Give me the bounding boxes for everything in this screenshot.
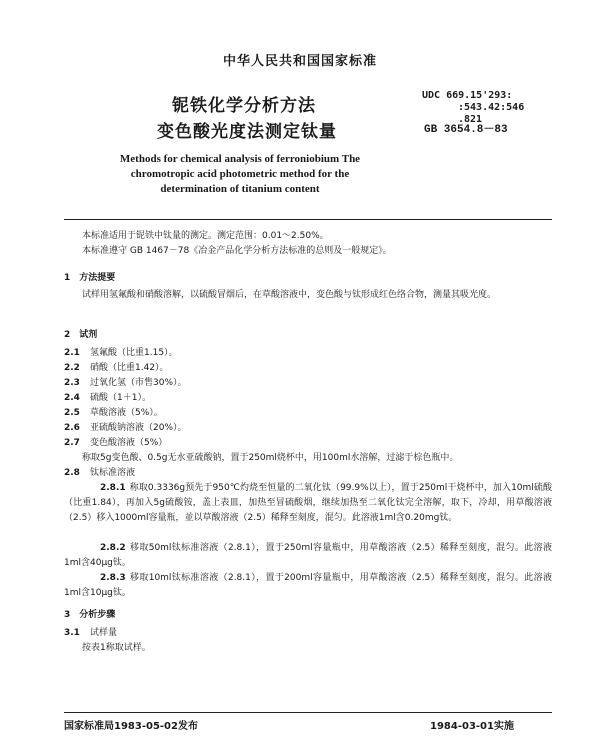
gb-number: GB 3654.8－83 [424, 124, 508, 136]
reagent-text: 称取0.3336g预先于950℃灼烧至恒量的二氧化钛（99.9%以上），置于250ml干烧杯中，加入10ml硫酸（比重1.84），再加入5g硫酸铵，盖上表皿，加热至冒硫酸烟，继续加热至二氧化钛完全溶解，取下，冷却，用草酸溶液（2.5）移入1000ml容量瓶，並以草酸溶液（2.5）稀释至刻度，混匀。此溶液1ml含0.20mg钛。 [64, 483, 552, 523]
intro-scope: 本标准适用于铌铁中钛量的测定。测定范围：0.01～2.50%。 [82, 231, 329, 241]
reagent-2-7-detail: 称取5g变色酸、0.5g无水亚硫酸钠，置于250ml烧杯中，用100ml水溶解，过滤于棕色瓶中。 [82, 453, 459, 463]
reagent-num: 2.5 [64, 408, 80, 418]
analysis-text: 试样量 [90, 628, 118, 638]
english-title: Methods for chemical analysis of ferroniobium The chromotropic acid photometric method for the determination of titanium content [119, 153, 361, 195]
section-heading-1: 1 方法提要 [64, 273, 116, 283]
reagent-text: 移取10ml钛标准溶液（2.8.1），置于200ml容量瓶中，用草酸溶液（2.5）稀释至刻度，混匀。此溶液1ml含10μg钛。 [64, 573, 552, 598]
udc-line2: :543.42:546 [458, 102, 525, 113]
reagent-text: 草酸溶液（5%）。 [90, 408, 163, 418]
reagent-item [64, 346, 178, 361]
reagent-2-8-3 [64, 571, 552, 601]
reagent-2-8-2 [64, 541, 552, 571]
reagent-num: 2.1 [64, 348, 80, 358]
reagent-text: 硫酸（1＋1）。 [90, 393, 151, 403]
udc-line1: UDC 669.15'293: [422, 90, 513, 101]
reagent-item [64, 406, 163, 421]
reagent-text: 移取50ml钛标准溶液（2.8.1），置于250ml容量瓶中，用草酸溶液（2.5）稀释至刻度，混匀。此溶液1ml含40μg钛。 [64, 543, 552, 568]
section-heading-2: 2 试剂 [64, 330, 98, 340]
implementation-date: 1984-03-01实施 [430, 721, 514, 732]
analysis-num: 3.1 [64, 628, 80, 638]
reagent-2-8-1 [64, 481, 552, 526]
reagent-item [64, 376, 187, 391]
reagent-text: 硝酸（比重1.42）。 [90, 363, 169, 373]
section-heading-3: 3 分析步骤 [64, 610, 116, 620]
footer-divider [64, 712, 552, 713]
national-standard-label: 中华人民共和国国家标准 [222, 54, 377, 69]
reagent-item [64, 421, 187, 436]
reagent-item [64, 466, 135, 481]
issue-date: 国家标准局1983-05-02发布 [64, 721, 198, 732]
analysis-detail: 按表1称取试样。 [82, 643, 151, 653]
reagent-text: 变色酸溶液（5%） [90, 438, 168, 448]
reagent-num: 2.6 [64, 423, 80, 433]
header-divider [64, 219, 552, 220]
document-title-line1: 铌铁化学分析方法 [172, 96, 316, 116]
reagent-num: 2.4 [64, 393, 80, 403]
reagent-item [64, 391, 151, 406]
reagent-num: 2.8.1 [100, 483, 126, 493]
reagent-num: 2.2 [64, 363, 80, 373]
reagent-item [64, 361, 169, 376]
intro-reference: 本标准遵守 GB 1467－78《冶金产品化学分析方法标准的总则及一般规定》。 [82, 246, 392, 256]
reagent-text: 氢氟酸（比重1.15）。 [90, 348, 178, 358]
reagent-text: 亚硫酸钠溶液（20%）。 [90, 423, 187, 433]
udc-line3: .821 [458, 114, 483, 125]
reagent-num: 2.8.2 [100, 543, 126, 553]
reagent-num: 2.8 [64, 468, 80, 478]
reagent-num: 2.3 [64, 378, 80, 388]
reagent-num: 2.8.3 [100, 573, 126, 583]
reagent-num: 2.7 [64, 438, 80, 448]
reagent-text: 过氧化氢（市售30%）。 [90, 378, 187, 388]
section1-text: 试样用氢氟酸和硝酸溶解，以硫酸冒烟后，在草酸溶液中，变色酸与钛形成红色络合物，测量其吸光度。 [82, 290, 497, 300]
document-title-line2: 变色酸光度法测定钛量 [157, 122, 337, 142]
reagent-item [64, 436, 167, 451]
reagent-text: 钛标准溶液 [90, 468, 136, 478]
analysis-item [64, 626, 117, 641]
